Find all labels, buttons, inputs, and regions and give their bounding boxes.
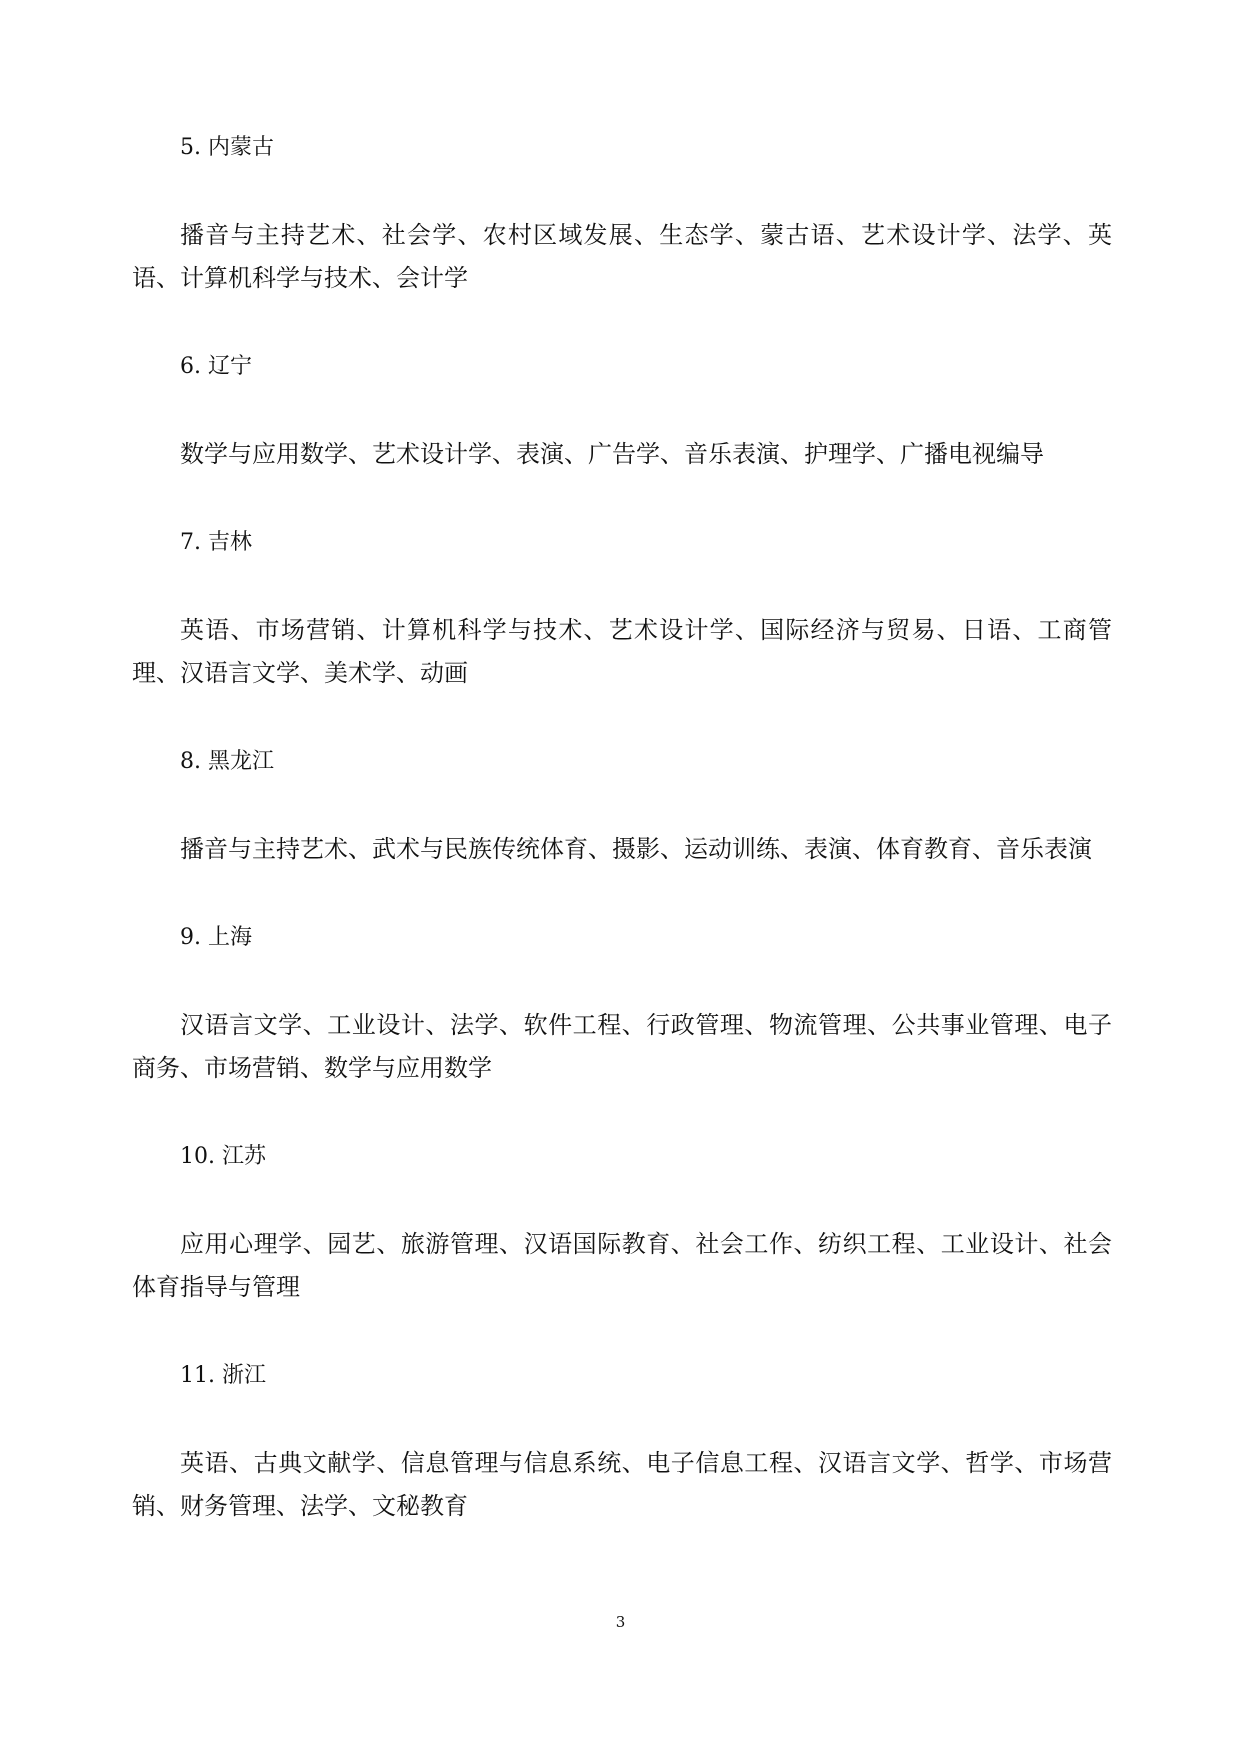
section-text: 应用心理学、园艺、旅游管理、汉语国际教育、社会工作、纺织工程、工业设计、社会体育指导与管理 bbox=[132, 1230, 1112, 1301]
section-heading: 7. 吉林 bbox=[180, 530, 252, 555]
section-text: 英语、市场营销、计算机科学与技术、艺术设计学、国际经济与贸易、日语、工商管理、汉语言文学、美术学、动画 bbox=[132, 616, 1112, 687]
section-text: 汉语言文学、工业设计、法学、软件工程、行政管理、物流管理、公共事业管理、电子商务、市场营销、数学与应用数学 bbox=[132, 1011, 1112, 1082]
document-content bbox=[132, 126, 1112, 1573]
section-heading: 6. 辽宁 bbox=[180, 354, 252, 379]
section-text: 英语、古典文献学、信息管理与信息系统、电子信息工程、汉语言文学、哲学、市场营销、财务管理、法学、文秘教育 bbox=[132, 1449, 1112, 1520]
section-heading: 5. 内蒙古 bbox=[180, 135, 274, 160]
section-text: 播音与主持艺术、武术与民族传统体育、摄影、运动训练、表演、体育教育、音乐表演 bbox=[180, 835, 1092, 863]
page-number: 3 bbox=[615, 1613, 626, 1631]
section-heading: 10. 江苏 bbox=[180, 1144, 266, 1169]
section-heading: 9. 上海 bbox=[180, 925, 252, 950]
section-text: 数学与应用数学、艺术设计学、表演、广告学、音乐表演、护理学、广播电视编导 bbox=[180, 440, 1044, 468]
section-heading: 8. 黑龙江 bbox=[180, 749, 274, 774]
section-text: 播音与主持艺术、社会学、农村区域发展、生态学、蒙古语、艺术设计学、法学、英语、计算机科学与技术、会计学 bbox=[132, 221, 1112, 292]
section-heading: 11. 浙江 bbox=[180, 1363, 266, 1388]
